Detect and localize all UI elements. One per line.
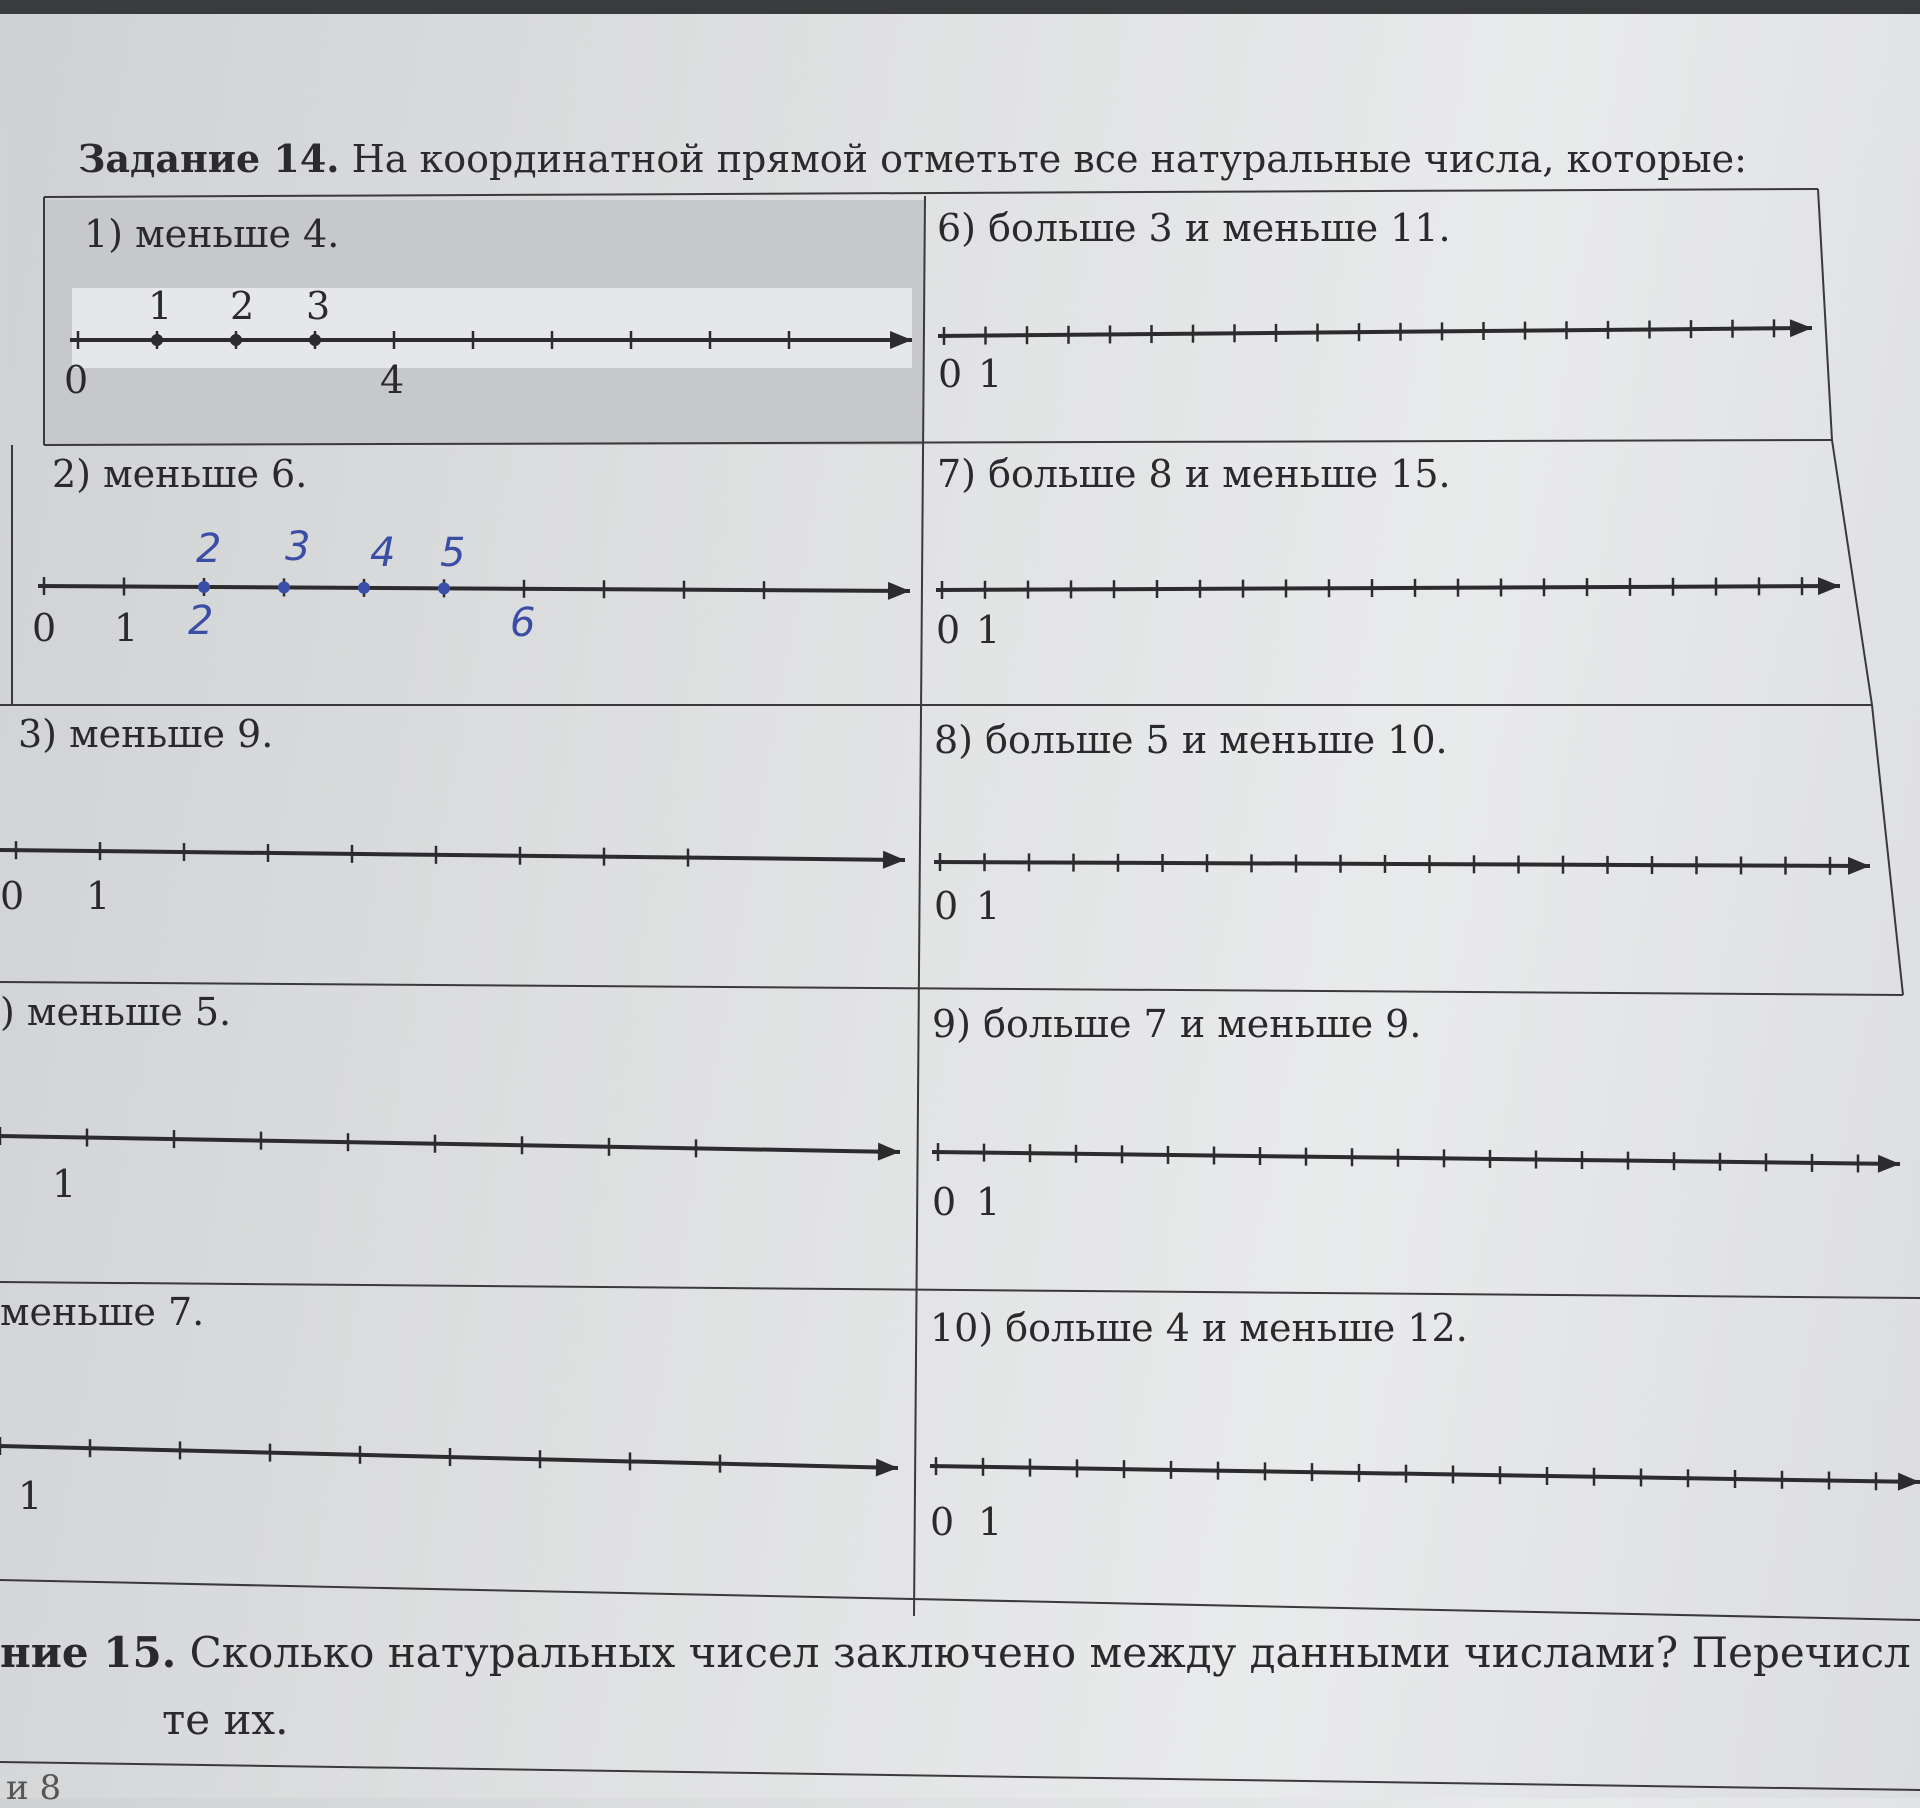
cell-3-axis-arrow xyxy=(883,851,905,869)
cell-1-axis-arrow xyxy=(890,331,912,349)
cell-2-marked-point xyxy=(358,582,370,594)
task-14-text: На координатной прямой отметьте все натуральные числа, которые: xyxy=(339,137,1747,181)
cell-2-label: 2) меньше 6. xyxy=(52,452,308,496)
cell-2-marked-point xyxy=(278,581,290,593)
cell-2-one-label: 1 xyxy=(114,606,139,650)
cell-1-mark-label-1: 1 xyxy=(148,284,173,328)
row-line-1 xyxy=(44,440,1832,445)
handwritten-2: 2 xyxy=(196,526,222,572)
cell-5-one-label: 1 xyxy=(18,1474,43,1518)
cell-7-zero-label: 0 xyxy=(936,608,961,652)
task-15-text: Сколько натуральных чисел заключено между данными числами? Перечисл xyxy=(176,1628,1911,1677)
cell-10-label: 10) больше 4 и меньше 12. xyxy=(930,1306,1468,1350)
task-15-continuation: те их. xyxy=(162,1695,289,1744)
cell-5-axis-arrow xyxy=(876,1458,898,1476)
row-line-4 xyxy=(0,1282,1920,1298)
cell-6-axis-arrow xyxy=(1790,319,1812,337)
cell-1-marked-point xyxy=(309,334,321,346)
task-14-prefix: Задание 14. xyxy=(78,136,340,181)
cell-2-axis-arrow xyxy=(888,582,910,600)
cell-6-one-label: 1 xyxy=(978,352,1003,396)
page-bottom-rule xyxy=(0,1762,1920,1790)
cell-1-marked-point xyxy=(230,334,242,346)
cell-9-label: 9) больше 7 и меньше 9. xyxy=(932,1002,1422,1046)
page-number: и 8 xyxy=(6,1768,62,1808)
cell-8-axis-arrow xyxy=(1848,857,1870,875)
row-line-5 xyxy=(0,1580,1920,1620)
cell-1-label: 1) меньше 4. xyxy=(84,212,340,256)
task-15-prefix: ние 15. xyxy=(0,1628,177,1677)
cell-10-one-label: 1 xyxy=(978,1500,1003,1544)
cell-3-one-label: 1 xyxy=(86,874,111,918)
table-top-border xyxy=(44,189,1818,197)
handwritten-6: 6 xyxy=(510,600,536,646)
cell-10-axis-arrow xyxy=(1898,1473,1920,1491)
cell-2-axis-line xyxy=(38,586,910,591)
cell-7-one-label: 1 xyxy=(976,608,1001,652)
table-center-divider xyxy=(914,196,925,1616)
cell-1-zero-label: 0 xyxy=(64,358,89,402)
cell-3-axis-line xyxy=(0,850,905,860)
cell-7-label: 7) больше 8 и меньше 15. xyxy=(937,452,1451,496)
cell-7-axis-arrow xyxy=(1818,577,1840,595)
cell-8-zero-label: 0 xyxy=(934,884,959,928)
cell-10-axis-line xyxy=(930,1466,1920,1482)
cell-9-zero-label: 0 xyxy=(932,1180,957,1224)
handwritten-4: 4 xyxy=(370,530,396,576)
row-line-3 xyxy=(0,982,1903,995)
handwritten-5: 5 xyxy=(440,530,466,576)
cell-4-axis-arrow xyxy=(878,1143,900,1161)
cell-2-marked-point xyxy=(438,582,450,594)
cell-3-zero-label: 0 xyxy=(0,874,25,918)
cell-5-label: меньше 7. xyxy=(0,1290,205,1334)
handwritten-3: 3 xyxy=(285,524,311,570)
cell-1-mark-label-2: 2 xyxy=(230,284,255,328)
cell-1-mark-label-3: 3 xyxy=(306,284,331,328)
cell-2-marked-point xyxy=(198,581,210,593)
table-right-border-2 xyxy=(1832,440,1872,705)
cell-4-one-label: 1 xyxy=(52,1162,77,1206)
cell-1-marked-point xyxy=(151,334,163,346)
cell-9-one-label: 1 xyxy=(976,1180,1001,1224)
cell-4-label: ) меньше 5. xyxy=(0,990,232,1034)
table-right-border-1 xyxy=(1818,189,1832,440)
cell-8-one-label: 1 xyxy=(976,884,1001,928)
cell-3-label: 3) меньше 9. xyxy=(18,712,274,756)
cell-2-zero-label: 0 xyxy=(32,606,57,650)
cell-1-four-label: 4 xyxy=(380,358,405,402)
cell-6-zero-label: 0 xyxy=(938,352,963,396)
cell-4-axis-line xyxy=(0,1136,900,1152)
handwritten-below-2: 2 xyxy=(188,598,214,644)
table-right-border-3 xyxy=(1872,705,1903,995)
cell-10-zero-label: 0 xyxy=(930,1500,955,1544)
cell-6-label: 6) больше 3 и меньше 11. xyxy=(937,206,1451,250)
cell-8-label: 8) больше 5 и меньше 10. xyxy=(934,718,1448,762)
task-15-title xyxy=(0,1628,1911,1677)
cell-9-axis-arrow xyxy=(1878,1155,1900,1173)
